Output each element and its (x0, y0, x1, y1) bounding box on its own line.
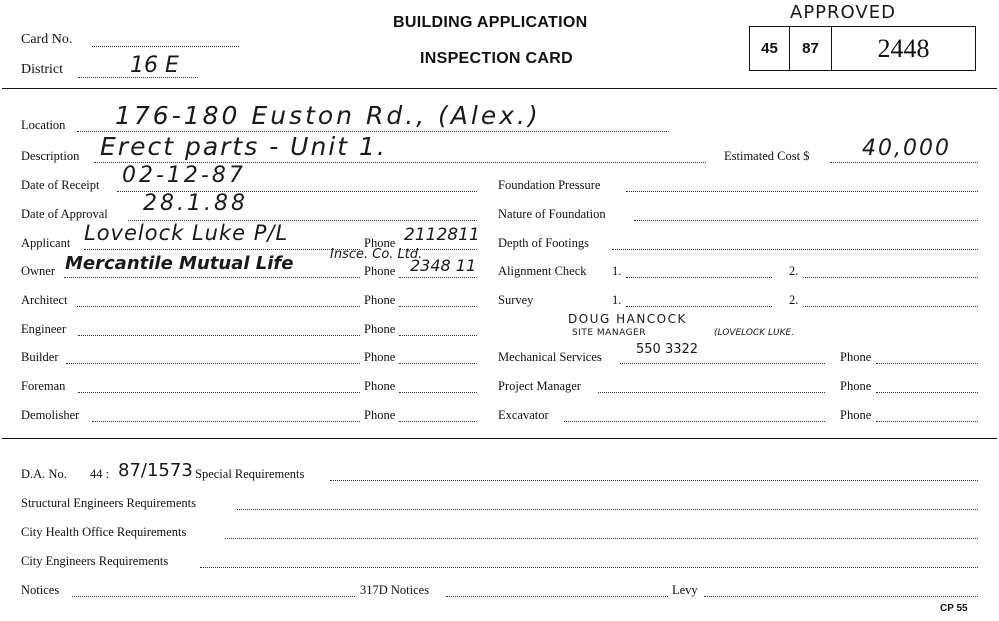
excavator-field (564, 421, 825, 422)
survey-field-2 (803, 306, 978, 307)
owner-value: Mercantile Mutual Life (65, 253, 294, 274)
description-value: Erect parts - Unit 1. (100, 132, 387, 161)
alignment-field-1 (626, 277, 772, 278)
requirements-divider (2, 438, 997, 439)
health-requirements-label: City Health Office Requirements (21, 525, 187, 539)
note-contact-phone: 550 3322 (636, 342, 699, 357)
date-approval-label: Date of Approval (21, 207, 108, 221)
survey-label: Survey (498, 293, 534, 307)
note-contact-company: (LOVELOCK LUKE. (714, 328, 795, 338)
structural-requirements-field (237, 509, 978, 510)
health-requirements-field (225, 538, 978, 539)
note-contact-role: SITE MANAGER (572, 328, 646, 338)
district-value: 16 E (130, 53, 179, 78)
structural-requirements-label: Structural Engineers Requirements (21, 496, 196, 510)
project-manager-phone-field (876, 392, 978, 393)
project-manager-field (598, 392, 825, 393)
architect-phone-label: Phone (364, 293, 396, 307)
demolisher-field (92, 421, 360, 422)
date-approval-value: 28.1.88 (143, 191, 248, 216)
note-contact-name: DOUG HANCOCK (568, 312, 687, 326)
builder-label: Builder (21, 350, 59, 364)
owner-phone-value: 2348 11 (410, 256, 477, 275)
ref-cell-1 (750, 27, 790, 70)
title-line2: INSPECTION CARD (420, 50, 573, 67)
survey-num-2: 2. (789, 293, 799, 307)
mechanical-services-label: Mechanical Services (498, 350, 602, 364)
excavator-phone-field (876, 421, 978, 422)
excavator-phone-label: Phone (840, 408, 872, 422)
demolisher-phone-label: Phone (364, 408, 396, 422)
city-engineers-field (200, 567, 978, 568)
demolisher-label: Demolisher (21, 408, 80, 422)
architect-phone-field (399, 306, 477, 307)
special-requirements-field (330, 480, 978, 481)
project-manager-label: Project Manager (498, 379, 581, 393)
levy-label: Levy (672, 583, 698, 597)
da-no-value: 87/1573 (118, 460, 193, 481)
demolisher-phone-field (399, 421, 477, 422)
architect-label: Architect (21, 293, 68, 307)
foreman-phone-label: Phone (364, 379, 396, 393)
form-code: CP 55 (940, 603, 968, 614)
foreman-phone-field (399, 392, 477, 393)
owner-field (64, 277, 360, 278)
alignment-field-2 (803, 277, 978, 278)
owner-phone-label: Phone (364, 264, 396, 278)
da-no-label: D.A. No. (21, 467, 67, 481)
builder-phone-field (399, 363, 477, 364)
applicant-field (84, 249, 360, 250)
alignment-num-2: 2. (789, 264, 799, 278)
engineer-field (78, 335, 360, 336)
mechanical-phone-label: Phone (840, 350, 872, 364)
ref-cell-3 (832, 27, 975, 70)
alignment-num-1: 1. (612, 264, 622, 278)
applicant-value: Lovelock Luke P/L (84, 221, 289, 245)
foundation-pressure-label: Foundation Pressure (498, 178, 601, 192)
applicant-phone-label: Phone (364, 236, 396, 250)
title-line1: BUILDING APPLICATION (393, 14, 588, 31)
owner-phone-field (399, 277, 477, 278)
location-value: 176-180 Euston Rd., (Alex.) (115, 101, 541, 130)
ref-cell-2 (790, 27, 832, 70)
ref-cell-1-text: 45 (761, 40, 778, 57)
engineer-phone-field (399, 335, 477, 336)
foreman-label: Foreman (21, 379, 66, 393)
builder-phone-label: Phone (364, 350, 396, 364)
city-engineers-label: City Engineers Requirements (21, 554, 169, 568)
applicant-phone-value: 2112811 (404, 225, 480, 245)
notices-field (72, 596, 355, 597)
da-no-prefix: 44 : (90, 467, 110, 481)
mechanical-services-field (620, 363, 825, 364)
survey-field-1 (626, 306, 772, 307)
excavator-label: Excavator (498, 408, 549, 422)
notices-317d-label: 317D Notices (360, 583, 430, 597)
foreman-field (78, 392, 360, 393)
engineer-phone-label: Phone (364, 322, 396, 336)
reference-box (749, 26, 976, 71)
ref-cell-2-text: 87 (802, 40, 819, 57)
location-label: Location (21, 118, 66, 132)
owner-label: Owner (21, 264, 56, 278)
alignment-check-label: Alignment Check (498, 264, 587, 278)
depth-footings-field (612, 249, 978, 250)
date-receipt-label: Date of Receipt (21, 178, 100, 192)
levy-field (704, 596, 978, 597)
approved-stamp: APPROVED (790, 2, 896, 23)
card-no-field (92, 46, 239, 47)
special-requirements-label: Special Requirements (195, 467, 305, 481)
applicant-label: Applicant (21, 236, 71, 250)
notices-317d-field (446, 596, 668, 597)
builder-field (66, 363, 360, 364)
mechanical-phone-field (876, 363, 978, 364)
card-no-label: Card No. (21, 32, 73, 47)
estimated-cost-value: 40,000 (862, 136, 951, 161)
date-receipt-value: 02-12-87 (122, 163, 246, 188)
nature-foundation-label: Nature of Foundation (498, 207, 606, 221)
owner-note: Insce. Co. Ltd. (330, 247, 423, 262)
description-label: Description (21, 149, 80, 163)
estimated-cost-field (830, 162, 978, 163)
depth-footings-label: Depth of Footings (498, 236, 589, 250)
architect-field (77, 306, 360, 307)
project-manager-phone-label: Phone (840, 379, 872, 393)
engineer-label: Engineer (21, 322, 67, 336)
district-label: District (21, 62, 63, 77)
survey-num-1: 1. (612, 293, 622, 307)
header-divider (2, 88, 997, 89)
notices-label: Notices (21, 583, 60, 597)
ref-cell-3-text: 2448 (877, 33, 930, 63)
estimated-cost-label: Estimated Cost $ (724, 149, 810, 163)
nature-foundation-field (634, 220, 978, 221)
foundation-pressure-field (626, 191, 978, 192)
